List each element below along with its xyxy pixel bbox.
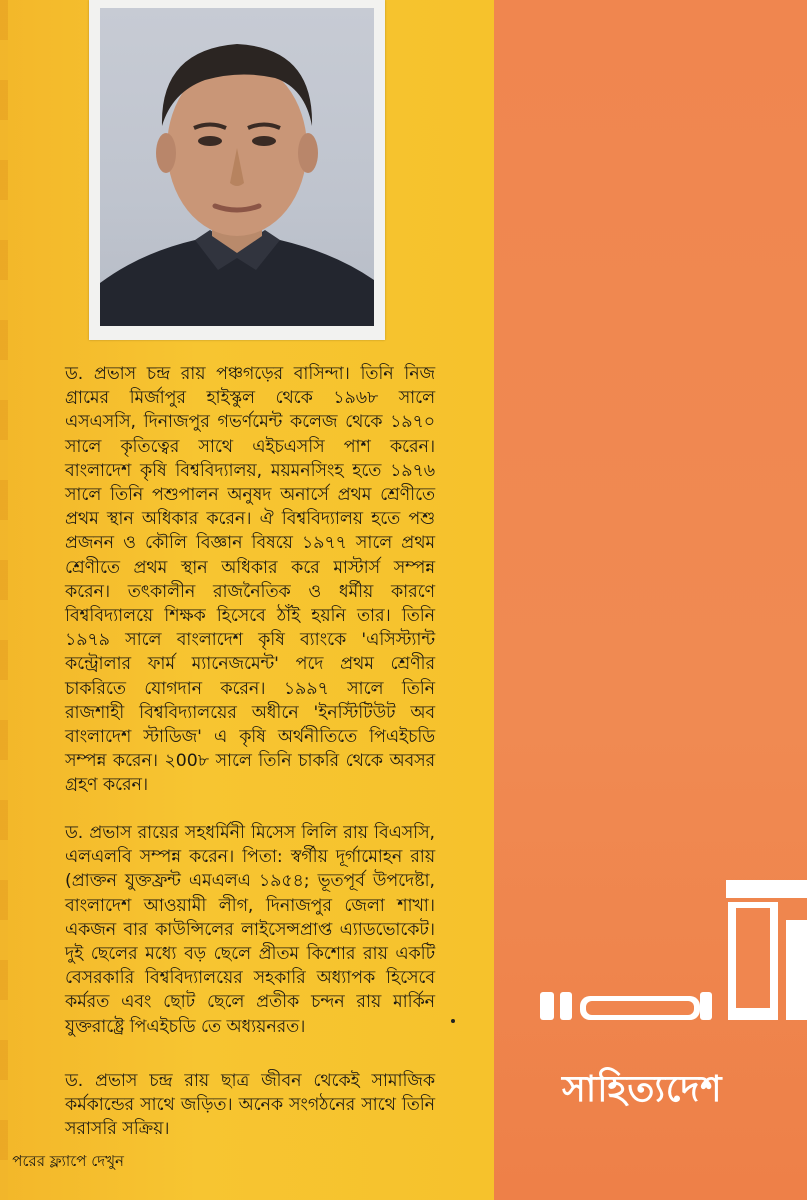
biography-paragraph-3 bbox=[65, 1069, 435, 1142]
biography-paragraph-3-text: ড. প্রভাস চন্দ্র রায় ছাত্র জীবন থেকেই সামাজিক কর্মকান্ডের সাথে জড়িত। অনেক সংগঠনের সাথে তিনি সরাসরি সক্রিয়। bbox=[65, 1071, 435, 1140]
flap-edge bbox=[0, 0, 8, 1200]
speck bbox=[451, 1019, 455, 1023]
continue-note: পরের ফ্ল্যাপে দেখুন bbox=[12, 1152, 124, 1170]
biography-paragraph-2 bbox=[65, 821, 435, 1039]
author-portrait-illustration bbox=[100, 8, 374, 326]
publisher-name: সাহিত্যদেশ bbox=[562, 1069, 723, 1110]
publisher-logo-icon bbox=[540, 880, 807, 1030]
biography-paragraph-1 bbox=[65, 362, 435, 798]
biography-paragraph-2-text: ড. প্রভাস রায়ের সহধর্মিনী মিসেস লিলি রায় বিএসসি, এলএলবি সম্পন্ন করেন। পিতা: স্বর্গীয় দূর্গামোহন রায় (প্রাক্তন যুক্তফ্রন্ট এমএলএ ১৯৫৪; ভূতপূর্ব উপদেষ্টা, বাংলাদেশ আওয়ামী লীগ, দিনাজপুর জেলা শাখা। একজন বার কাউন্সিলের লাইসেন্সপ্রাপ্ত এ্যাডভোকেট। দুই ছেলের মধ্যে বড় ছেলে প্রীতম কিশোর রায় একটি বেসরকারি বিশ্ববিদ্যালয়ের সহকারি অধ্যাপক হিসেবে কর্মরত এবং ছোট ছেলে প্রতীক চন্দন রায় মার্কিন যুক্তরাষ্ট্রে পিএইচডি তে অধ্যয়নরত। bbox=[65, 823, 435, 1037]
author-photo bbox=[100, 8, 374, 326]
author-photo-frame bbox=[89, 0, 385, 340]
biography-paragraph-1-text: ড. প্রভাস চন্দ্র রায় পঞ্চগড়ের বাসিন্দা। তিনি নিজ গ্রামের মির্জাপুর হাইস্কুল থেকে ১৯৬৮ সালে এসএসসি, দিনাজপুর গভর্ণমেন্ট কলেজ থেকে ১৯৭০ সালে কৃতিত্বের সাথে এইচএসসি পাশ করেন। বাংলাদেশ কৃষি বিশ্ববিদ্যালয়, ময়মনসিংহ হতে ১৯৭৬ সালে তিনি পশুপালন অনুষদ অনার্সে প্রথম শ্রেণীতে প্রথম স্থান অধিকার করেন। ঐ বিশ্ববিদ্যালয় হতে পশু প্রজনন ও কৌলি বিজ্ঞান বিষয়ে ১৯৭৭ সালে প্রথম শ্রেণীতে প্রথম স্থান অধিকার করে মাস্টার্স সম্পন্ন করেন। তৎকালীন রাজনৈতিক ও ধর্মীয় কারণে বিশ্ববিদ্যালয়ে শিক্ষক হিসেবে ঠাঁই হয়নি তার। তিনি ১৯৭৯ সালে বাংলাদেশ কৃষি ব্যাংকে 'এসিস্ট্যান্ট কন্ট্রোলার ফার্ম ম্যানেজমেন্ট' পদে প্রথম শ্রেণীর চাকরিতে যোগদান করেন। ১৯৯৭ সালে তিনি রাজশাহী বিশ্ববিদ্যালয়ের অধীনে 'ইনস্টিটিউট অব বাংলাদেশ স্টাডিজ' এ কৃষি অর্থনীতিতে পিএইচডি সম্পন্ন করেন। ২00৮ সালে তিনি চাকরি থেকে অবসর গ্রহণ করেন। bbox=[65, 364, 435, 796]
